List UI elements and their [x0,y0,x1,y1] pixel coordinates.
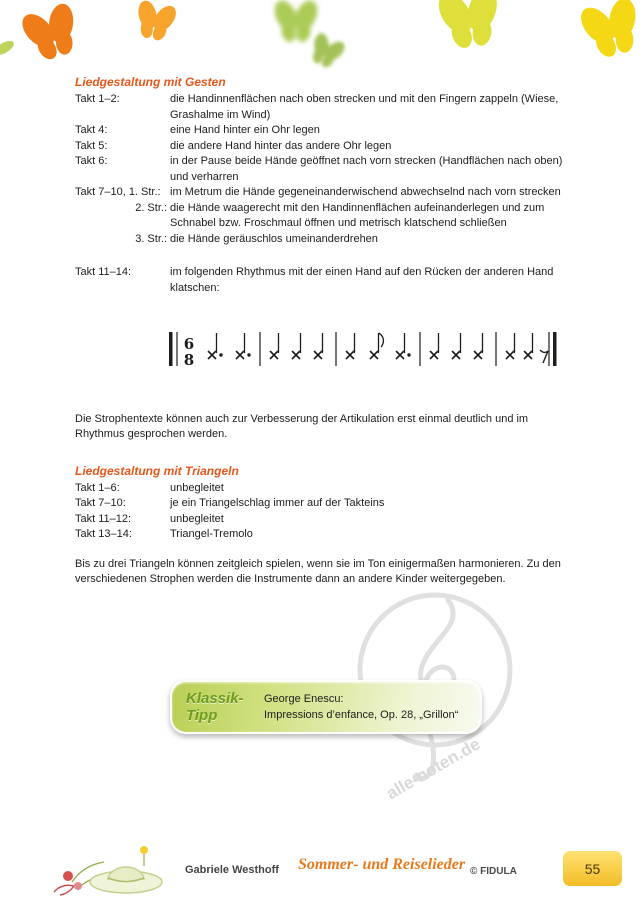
footer-publisher: © FIDULA [470,866,517,877]
list-item [75,201,567,232]
takt-label: Takt 13–14: [75,528,132,540]
takt-text: im Metrum die Hände gegeneinanderwischend abwechselnd nach vorn strecken [170,186,561,198]
hat-flowers-decoration [48,840,183,902]
takt-text: je ein Triangelschlag immer auf der Takteins [170,497,385,509]
page-content [75,74,567,588]
list-item [75,123,567,139]
footer-author: Gabriele Westhoff [185,864,279,876]
takt-text: im folgenden Rhythmus mit der einen Hand auf den Rücken der anderen Hand klatschen: [170,266,554,294]
list-item [75,139,567,155]
list-item [75,92,567,123]
butterfly-icon [270,0,322,43]
takt-label: Takt 7–10: [75,497,126,509]
takt-text: unbegleitet [170,481,224,494]
list-item [75,527,567,543]
takt-label: 2. Str.: [135,201,167,214]
takt-label: Takt 6: [75,155,108,167]
list-item [75,496,567,512]
takt-text: die Hände geräuschlos umeinanderdrehen [170,232,378,245]
rhythm-notation [168,324,567,384]
flower-icon [140,846,148,854]
takt-label: Takt 7–10, 1. Str.: [75,186,161,198]
takt-label: Takt 1–2: [75,93,120,105]
tipp-label-line1: Klassik- [186,690,244,707]
takt-text: in der Pause beide Hände geöffnet nach vorn strecken (Handflächen nach oben) und verharren [170,155,563,183]
list-item [75,185,567,201]
takt-label: Takt 5: [75,139,108,152]
tipp-composer: George Enescu: [264,693,344,705]
watermark-text: alle-noten.de [383,734,484,804]
time-signature-denominator: 8 [183,351,195,369]
footer-book-title: Sommer- und Reiselieder [298,856,466,873]
takt-text: Triangel-Tremolo [170,528,253,540]
butterfly-icon [13,0,89,68]
butterfly-icon [129,0,182,45]
klassik-tipp-text [264,691,480,723]
takt-text: die Hände waagerecht mit den Handinnenflächen aufeinanderlegen und zum Schnabel bzw. Froschmaul öffnen und metrisch klatschend schließen [170,201,545,229]
butterfly-icon [430,0,509,54]
gesten-list [75,92,567,296]
flower-icon [74,882,82,890]
list-item [75,481,567,497]
takt-label: Takt 11–14: [75,266,132,278]
hat-crown [108,867,144,880]
klassik-tipp-box [170,680,482,734]
takt-label: Takt 11–12: [75,512,132,525]
takt-label: Takt 1–6: [75,481,120,494]
butterfly-icon [572,0,640,65]
section-heading-triangeln: Liedgestaltung mit Triangeln [75,463,239,478]
leaf-icon [0,38,16,58]
page-number-badge: 55 [563,851,622,886]
takt-text: die andere Hand hinter das andere Ohr legen [170,139,392,152]
tipp-work: Impressions d’enfance, Op. 28, „Grillon“ [264,709,459,721]
takt-text: die Handinnenflächen nach oben strecken und mit den Fingern zappeln (Wiese, Grashalme im Wind) [170,93,559,121]
takt-text: unbegleitet [170,512,224,525]
time-signature-numerator: 6 [183,335,195,353]
paragraph-articulation: Die Strophentexte können auch zur Verbesserung der Artikulation erst einmal deutlich und im Rhythmus gesprochen werden. [75,412,529,440]
list-item [75,512,567,528]
triangeln-list [75,481,567,543]
takt-text: eine Hand hinter ein Ohr legen [170,124,320,136]
section-heading-gesten: Liedgestaltung mit Gesten [75,75,226,89]
klassik-tipp-label [172,690,264,724]
list-item [75,154,567,185]
rhythm-staff [168,324,560,378]
squiggle [54,885,74,895]
takt-label: Takt 4: [75,124,108,136]
list-item [75,232,567,248]
butterflies-decoration [0,0,640,78]
list-item [75,265,567,296]
paragraph-triangeln-note: Bis zu drei Triangeln können zeitgleich spielen, wenn sie im Ton einigermaßen harmonieren. Zu den verschiedenen Strophen werden die Instrumente dann an andere Kinder weitergegeben. [75,557,561,585]
tipp-label-line2: Tipp [186,707,218,724]
flower-icon [63,871,73,881]
takt-label: 3. Str.: [135,232,167,245]
